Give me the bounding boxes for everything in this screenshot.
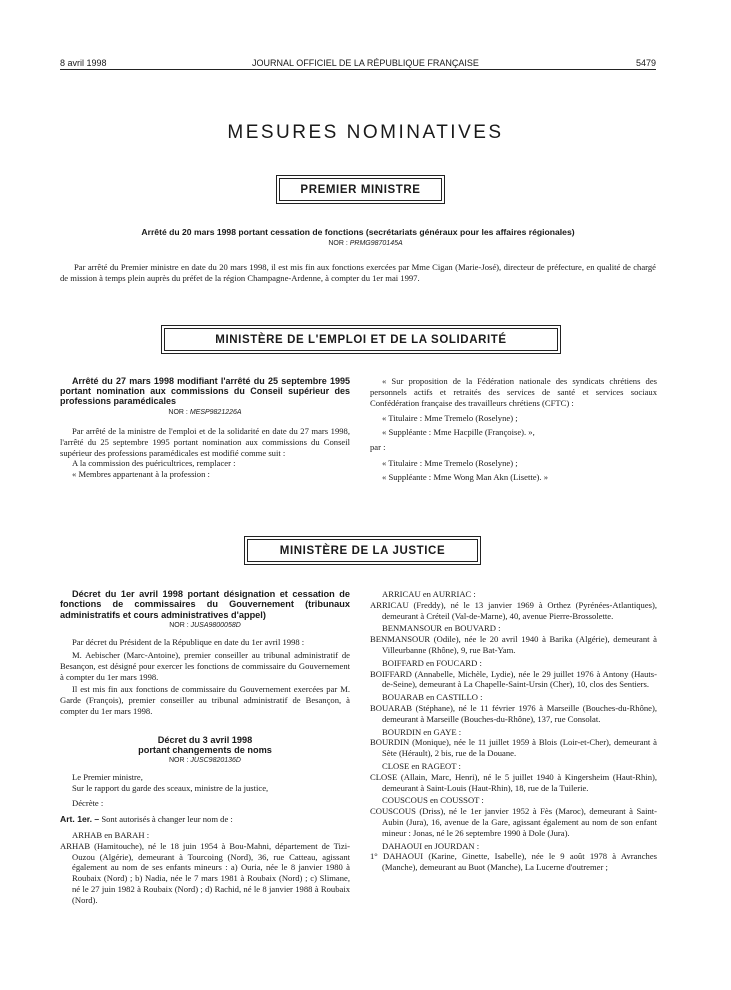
entry-body: BOUARAB (Stéphane), né le 11 février 1976 à Marseille (Bouches-du-Rhône), demeurant à Marseille (Bouches-du-Rhône), 137, rue Consolat. [370, 702, 657, 724]
entry-body: COUSCOUS (Driss), né le 1er janvier 1952 à Fès (Maroc), demeurant à Saint-Aubin (Jura), 16, avenue de la Gare, agissant également au nom de son enfant mineur : Jonas, né le 26 septembre 1990 à Dole (Jura). [370, 806, 657, 838]
section-box-premier-ministre [276, 175, 445, 204]
entry-head: BOURDIN en GAYE : [382, 726, 462, 737]
paragraph: Le Premier ministre, [72, 771, 143, 782]
emploi-arrete-title: Arrêté du 27 mars 1998 modifiant l'arrêté du 25 septembre 1995 portant nomination aux commissions du Conseil supérieur des professions paramédicales [60, 376, 350, 406]
section-name: MINISTÈRE DE L'EMPLOI ET DE LA SOLIDARITÉ [164, 328, 558, 351]
paragraph: Décrète : [72, 798, 104, 809]
entry-head: BOIFFARD en FOUCARD : [382, 657, 482, 668]
entry-head: ARHAB en BARAH : [72, 829, 150, 840]
paragraph: « Titulaire : Mme Tremelo (Roselyne) ; [382, 413, 518, 424]
paragraph: A la commission des puéricultrices, remplacer : [72, 458, 236, 469]
entry-head: CLOSE en RAGEOT : [382, 760, 461, 771]
paragraph: Par décret du Président de la République en date du 1er avril 1998 : [72, 637, 305, 648]
premier-nor: NOR : PRMG9870145A [328, 240, 403, 247]
emploi-nor: NOR : MESP9821226A [168, 409, 242, 416]
entry-body: 1° DAHAOUI (Karine, Ginette, Isabelle), née le 9 août 1978 à Avranches (Manche), demeurant au Buot (Manche), La Lucerne d'outremer ; [370, 851, 657, 873]
emploi-left-text [60, 426, 350, 480]
header-page-number: 5479 [635, 58, 656, 68]
entry-head: COUSCOUS en COUSSOT : [382, 795, 484, 806]
decret1-text [60, 637, 350, 717]
premier-arrete-title: Arrêté du 20 mars 1998 portant cessation de fonctions (secrétariats généraux pour les affaires régionales) [141, 227, 575, 237]
emploi-left-column [60, 376, 350, 480]
paragraph: Il est mis fin aux fonctions de commissaire du Gouvernement exercées par M. Garde (François), premier conseiller au tribunal administratif de Besançon, à compter du 1er mars 1998. [60, 684, 350, 716]
entry-body: CLOSE (Allain, Marc, Henri), né le 5 juillet 1940 à Kingersheim (Haut-Rhin), demeurant à Saint-Louis (Haut-Rhin), 18, rue de la Tuilerie. [370, 771, 657, 793]
header-rule [60, 69, 656, 70]
section-name: MINISTÈRE DE LA JUSTICE [247, 539, 478, 562]
header-date: 8 avril 1998 [60, 58, 107, 68]
article-line: Art. 1er. – Sont autorisés à changer leur nom de : [60, 814, 233, 825]
paragraph: « Suppléante : Mme Wong Man Akn (Lisette). » [382, 471, 548, 482]
decret2-title-line1: Décret du 3 avril 1998 [157, 734, 253, 745]
paragraph: « Titulaire : Mme Tremelo (Roselyne) ; [382, 457, 518, 468]
entry-head: BENMANSOUR en BOUVARD : [382, 623, 501, 634]
paragraph: « Suppléante : Mme Hacpille (Françoise). », [382, 427, 535, 438]
entry-body: ARRICAU (Freddy), né le 13 janvier 1969 à Orthez (Pyrénées-Atlantiques), demeurant à Créteil (Val-de-Marne), 40, avenue Pierre-Brossolette. [370, 599, 657, 621]
paragraph: « Membres appartenant à la profession : [72, 469, 210, 480]
section-box-emploi-solidarite [161, 325, 561, 354]
premier-text: Par arrêté du Premier ministre en date du 20 mars 1998, il est mis fin aux fonctions exercées par Mme Cigan (Marie-José), directeur de préfecture, en qualité de chargé de mission à temps plein auprès du préfet de la région Champagne-Ardenne, à compter du 1er mai 1997. [60, 262, 656, 283]
decret1-nor: NOR : JUSA9800058D [169, 622, 241, 630]
page-title: MESURES NOMINATIVES [227, 122, 504, 143]
entry-body: ARHAB (Hamitouche), né le 18 juin 1954 à Bou-Mahni, département de Tizi-Ouzou (Algérie), demeurant à Tourcoing (Nord), 36, rue Catteau, agissant également au nom de ses enfants mineurs : a) Ouria, née le 8 janvier 1980 à Roubaix (Nord) ; b) Nadia, née le 7 mars 1981 à Roubaix (Nord) ; c) Slimane, né le 27 juin 1982 à Roubaix (Nord) ; d) Rachid, né le 8 janvier 1988 à Roubaix (Nord). [60, 840, 350, 905]
emploi-right-column [370, 376, 657, 482]
entry-body: BOIFFARD (Annabelle, Michèle, Lydie), née le 29 juillet 1976 à Antony (Hauts-de-Seine), demeurant à La Chapelle-Saint-Ursin (Cher), 10, clos des Sentiers. [370, 668, 657, 690]
paragraph: « Sur proposition de la Fédération nationale des syndicats chrétiens des personnels actifs et retraités des services de santé et services sociaux Confédération française des travailleurs chrétiens (CFTC) : [370, 376, 657, 408]
paragraph: M. Aebischer (Marc-Antoine), premier conseiller au tribunal administratif de Besançon, est désigné pour exercer les fonctions de commissaire du Gouvernement à compter du 1er mars 1998. [60, 650, 350, 682]
entry-head: ARRICAU en AURRIAC : [382, 589, 476, 599]
decret2-title-line2: portant changements de noms [138, 744, 272, 755]
justice-right-column [370, 589, 657, 873]
entry-head: BOUARAB en CASTILLO : [382, 692, 483, 703]
section-box-justice [244, 536, 481, 565]
entry-head: DAHAOUI en JOURDAN : [382, 840, 480, 851]
justice-left-column [60, 589, 350, 906]
paragraph: Sur le rapport du garde des sceaux, ministre de la justice, [72, 782, 269, 793]
entry-body: BOURDIN (Monique), née le 11 juillet 1959 à Blois (Loir-et-Cher), demeurant à Sète (Hérault), 2 bis, rue de la Douane. [370, 737, 657, 759]
decret2-nor: NOR : JUSC9820136D [169, 756, 241, 764]
decret1-title: Décret du 1er avril 1998 portant désignation et cessation de fonctions de commissaires du Gouvernement (tribunaux administratifs et cours administratives d'appel) [60, 589, 350, 620]
section-name: PREMIER MINISTRE [279, 178, 442, 201]
entry-body: BENMANSOUR (Odile), née le 20 avril 1940 à Barika (Algérie), demeurant à Villeurbanne (Rhône), 9, rue Bat-Yam. [370, 634, 657, 655]
header-journal: JOURNAL OFFICIEL DE LA RÉPUBLIQUE FRANÇAISE [252, 58, 479, 68]
decret2-text [60, 772, 350, 906]
paragraph: par : [370, 441, 386, 452]
paragraph: Par arrêté de la ministre de l'emploi et de la solidarité en date du 27 mars 1998, l'arrêté du 25 septembre 1995 portant nomination aux commissions du Conseil supérieur des professions paramédicales est modifié comme suit : [60, 426, 350, 458]
